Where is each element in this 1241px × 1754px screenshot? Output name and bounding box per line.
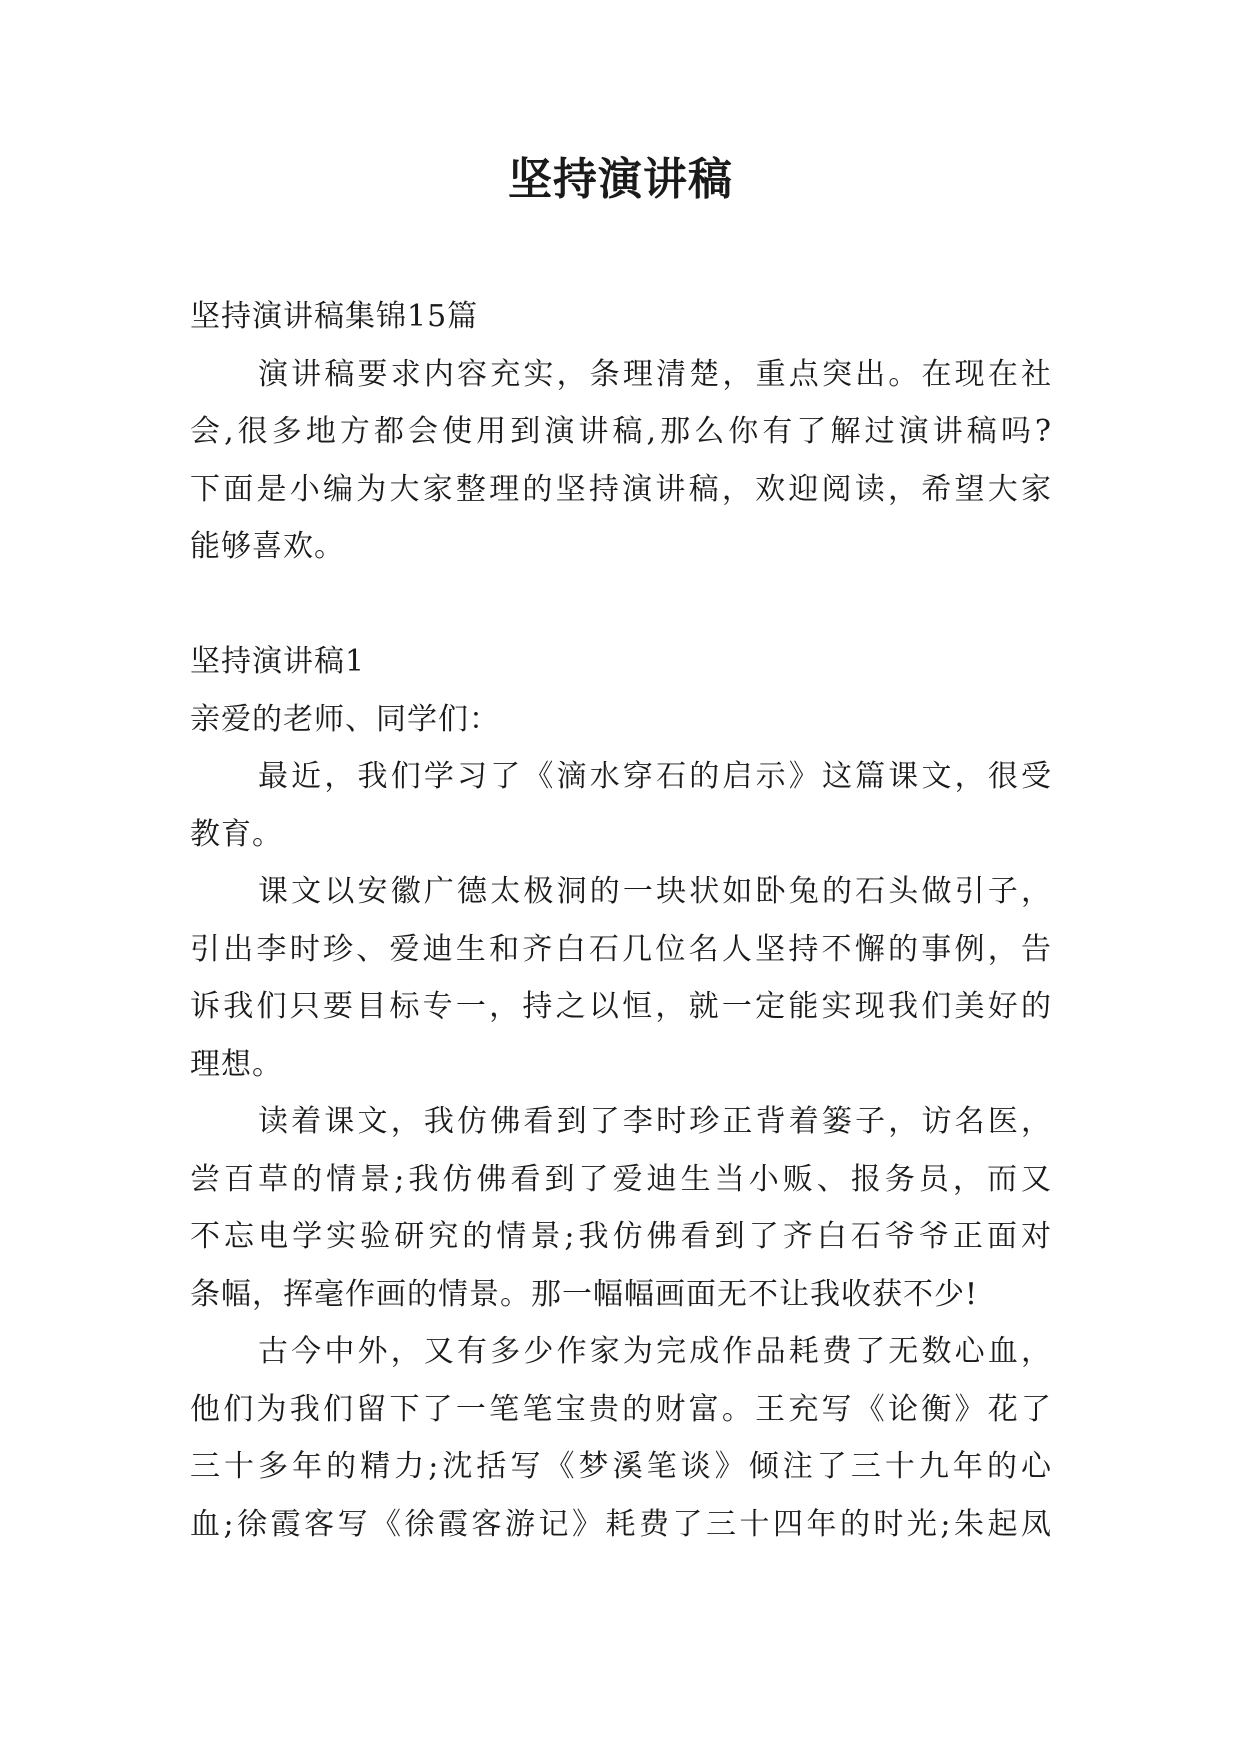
paragraph-line: 演讲稿要求内容充实，条理清楚，重点突出。在现在社: [258, 356, 1052, 392]
document-body: [190, 288, 1052, 1553]
paragraph-line: 尝百草的情景;我仿佛看到了爱迪生当小贩、报务员，而又: [190, 1161, 1052, 1197]
paragraph-line: 血;徐霞客写《徐霞客游记》耗费了三十四年的时光;朱起凤: [190, 1506, 1052, 1542]
paragraph-line: 能够喜欢。: [190, 529, 345, 564]
paragraph-line: 读着课文，我仿佛看到了李时珍正背着篓子，访名医，: [258, 1104, 1052, 1139]
paragraph-line: 理想。: [190, 1046, 283, 1082]
paragraph-line: 诉我们只要目标专一，持之以恒，就一定能实现我们美好的: [190, 989, 1052, 1024]
paragraph-line: 条幅，挥毫作画的情景。那一幅幅画面无不让我收获不少!: [190, 1276, 979, 1312]
paragraph-line: 下面是小编为大家整理的坚持演讲稿，欢迎阅读，希望大家: [190, 471, 1052, 507]
body-paragraph: [190, 1323, 1052, 1553]
intro-paragraph: [190, 346, 1052, 576]
paragraph-line: 他们为我们留下了一笔笔宝贵的财富。王充写《论衡》花了: [190, 1391, 1052, 1427]
section-heading: 坚持演讲稿1: [190, 644, 366, 679]
paragraph-line: 最近，我们学习了《滴水穿石的启示》这篇课文，很受: [258, 759, 1052, 794]
greeting: 亲爱的老师、同学们：: [190, 701, 500, 737]
paragraph-line: 课文以安徽广德太极洞的一块状如卧兔的石头做引子，: [258, 874, 1052, 909]
blank-line: [190, 576, 1052, 634]
paragraph-line: 引出李时珍、爱迪生和齐白石几位名人坚持不懈的事例，告: [190, 931, 1052, 967]
body-paragraph: [190, 1093, 1052, 1323]
paragraph-line: 古今中外，又有多少作家为完成作品耗费了无数心血，: [258, 1334, 1052, 1369]
document-title: 坚持演讲稿: [508, 154, 733, 205]
paragraph-line: 教育。: [190, 816, 283, 852]
document-subtitle: 坚持演讲稿集锦15篇: [190, 299, 479, 334]
body-paragraph: [190, 863, 1052, 1093]
paragraph-line: 三十多年的精力;沈括写《梦溪笔谈》倾注了三十九年的心: [190, 1449, 1052, 1484]
body-paragraph: [190, 748, 1052, 863]
paragraph-line: 不忘电学实验研究的情景;我仿佛看到了齐白石爷爷正面对: [190, 1219, 1052, 1254]
paragraph-line: 会,很多地方都会使用到演讲稿,那么你有了解过演讲稿吗?: [190, 414, 1052, 449]
